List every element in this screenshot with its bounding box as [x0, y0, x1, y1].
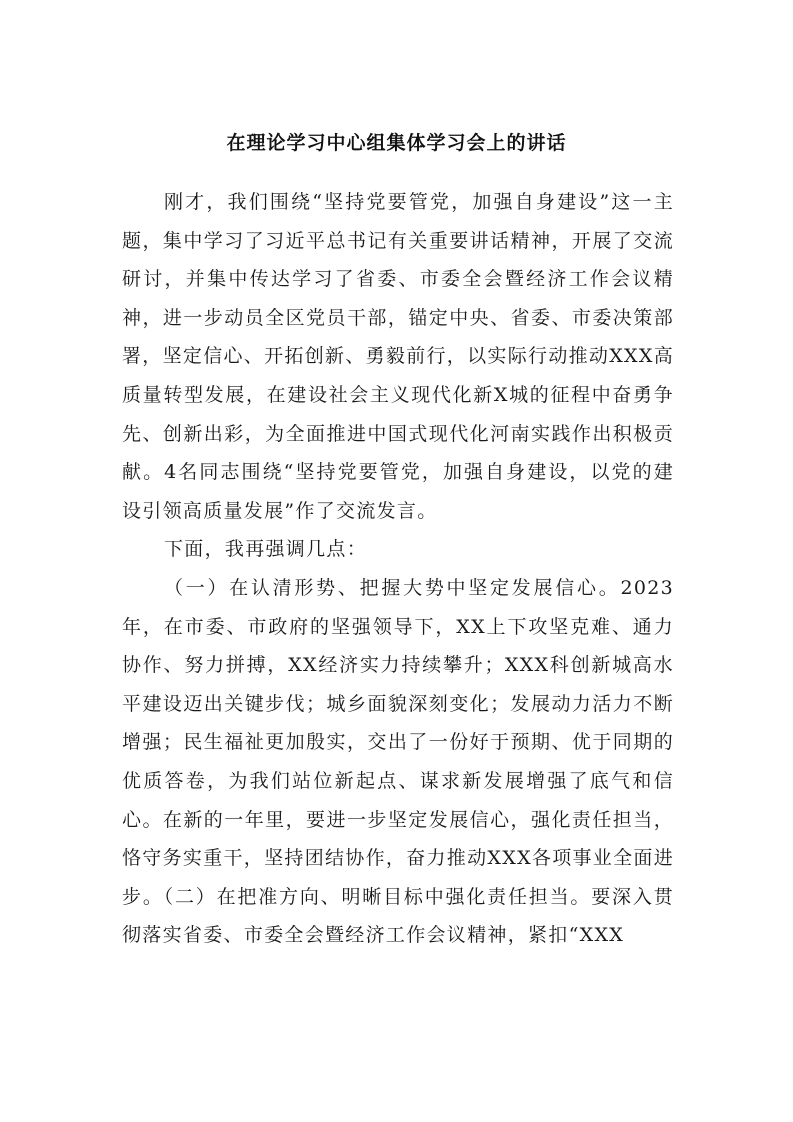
paragraph-transition: 下面，我再强调几点： — [164, 538, 368, 561]
paragraph-points: （一）在认清形势、把握大势中坚定发展信心。2023年，在市委、市政府的坚强领导下，XX上下攻坚克难、通力协作、努力拼搏，XX经济实力持续攀升；XXX科创新城高水平建设迈出关键步伐；城乡面貌深刻变化；发展动力活力不断增强；民生福祉更加殷实，交出了一份好于预期、优于同期的优质答卷，为我们站位新起点、谋求新发展增强了底气和信心。在新的一年里，要进一步坚定发展信心，强化责任担当，恪守务实重干，坚持团结协作，奋力推动XXX各项事业全面进步。（二）在把准方向、明晰目标中强化责任担当。要深入贯彻落实省委、市委全会暨经济工作会议精神，紧扣“XXX — [122, 576, 674, 947]
document-title: 在理论学习中心组集体学习会上的讲话 — [226, 132, 567, 154]
document-body — [122, 183, 674, 955]
paragraph-opening: 刚才，我们围绕“坚持党要管党，加强自身建设”这一主题，集中学习了习近平总书记有关重要讲话精神，开展了交流研讨，并集中传达学习了省委、市委全会暨经济工作会议精神，进一步动员全区党员干部，锚定中央、省委、市委决策部署，坚定信心、开拓创新、勇毅前行，以实际行动推动XXX高质量转型发展，在建设社会主义现代化新X城的征程中奋勇争先、创新出彩，为全面推进中国式现代化河南实践作出积极贡献。4名同志围绕“坚持党要管党，加强自身建设，以党的建设引领高质量发展”作了交流发言。 — [122, 191, 674, 522]
